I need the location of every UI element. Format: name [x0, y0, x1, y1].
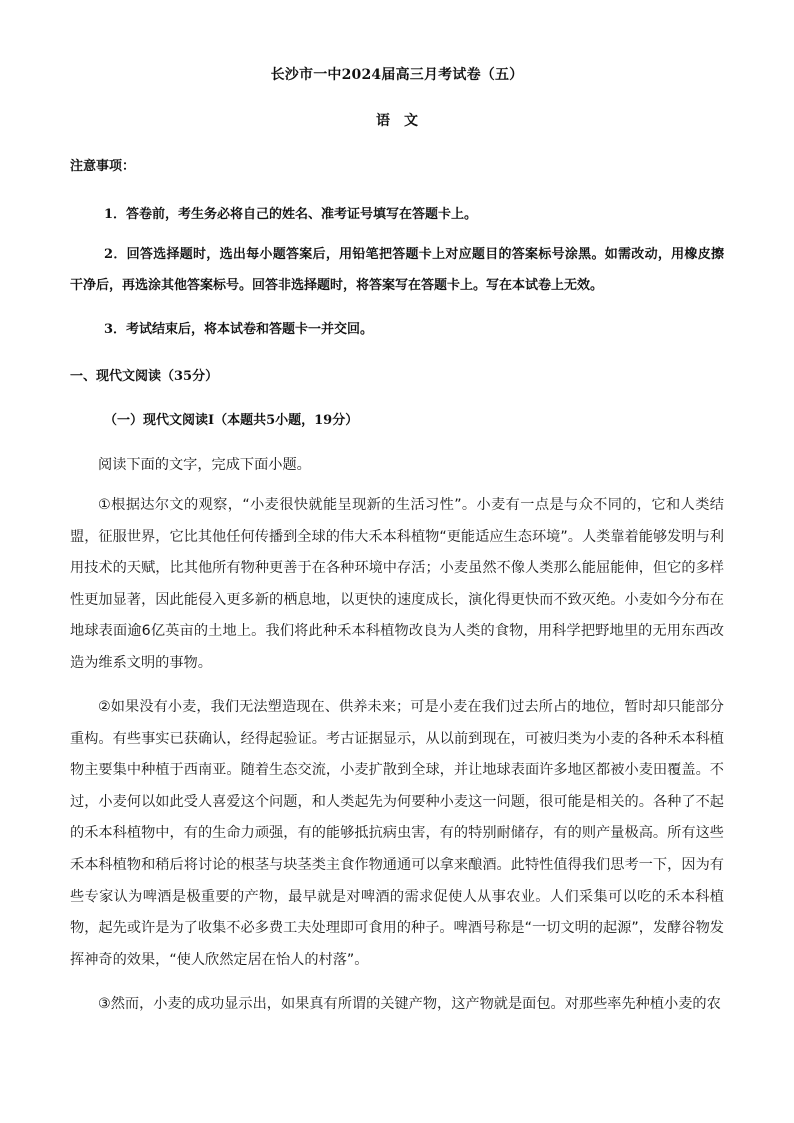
paragraph-2: ②如果没有小麦，我们无法塑造现在、供养未来；可是小麦在我们过去所占的地位，暂时却只能部分重构。有些事实已获确认，经得起验证。考古证据显示，从以前到现在，可被归类为小麦的各种禾本科植物主要集中种植于西南亚。随着生态交流，小麦扩散到全球，并让地球表面许多地区都被小麦田覆盖。不过，小麦何以如此受人喜爱这个问题，和人类起先为何要种小麦这一问题，很可能是相关的。各种了不起的禾本科植物中，有的生命力顽强，有的能够抵抗病虫害，有的特别耐储存，有的则产量极高。所有这些禾本科植物和稍后将讨论的根茎与块茎类主食作物通通可以拿来酿酒。此特性值得我们思考一下，因为有些专家认为啤酒是极重要的产物，最早就是对啤酒的需求促使人从事农业。人们采集可以吃的禾本科植物，起先或许是为了收集不必多费工夫处理即可食用的种子。啤酒号称是“一切文明的起源”，发酵谷物发挥神奇的效果，“使人欣然定居在怡人的村落”。 — [70, 699, 724, 968]
sub-section-heading: （一）现代文阅读Ⅰ（本题共5小题，19分） — [104, 413, 359, 428]
paragraph-3: ③然而，小麦的成功显示出，如果真有所谓的关键产物，这产物就是面包。对那些率先种植小麦的农 — [98, 996, 721, 1012]
section-heading: 一、现代文阅读（35分） — [70, 369, 219, 384]
subject-title: 语文 — [376, 113, 432, 129]
notice-item-3: 3．考试结束后，将本试卷和答题卡一并交回。 — [104, 322, 374, 337]
exam-title: 长沙市一中2024届高三月考试卷（五） — [270, 67, 524, 83]
reading-instruction: 阅读下面的文字，完成下面小题。 — [98, 457, 311, 473]
paragraph-1: ①根据达尔文的观察，“小麦很快就能呈现新的生活习性”。小麦有一点是与众不同的，它和人类结盟，征服世界，它比其他任何传播到全球的伟大禾本科植物“更能适应生态环境”。人类靠着能够发明与利用技术的天赋，比其他所有物种更善于在各种环境中存活；小麦虽然不像人类那么能屈能伸，但它的多样性更加显著，因此能侵入更多新的栖息地，以更快的速度成长，演化得更快而不致灭绝。小麦如今分布在地球表面逾6亿英亩的土地上。我们将此种禾本科植物改良为人类的食物，用科学把野地里的无用东西改造为维系文明的事物。 — [70, 497, 724, 671]
notice-item-1: 1．答卷前，考生务必将自己的姓名、准考证号填写在答题卡上。 — [104, 207, 478, 222]
notice-item-2: 2．回答选择题时，选出每小题答案后，用铅笔把答题卡上对应题目的答案标号涂黑。如需改动，用橡皮擦干净后，再选涂其他答案标号。回答非选择题时，将答案写在答题卡上。写在本试卷上无效。 — [70, 247, 724, 293]
notice-heading: 注意事项： — [70, 159, 136, 174]
